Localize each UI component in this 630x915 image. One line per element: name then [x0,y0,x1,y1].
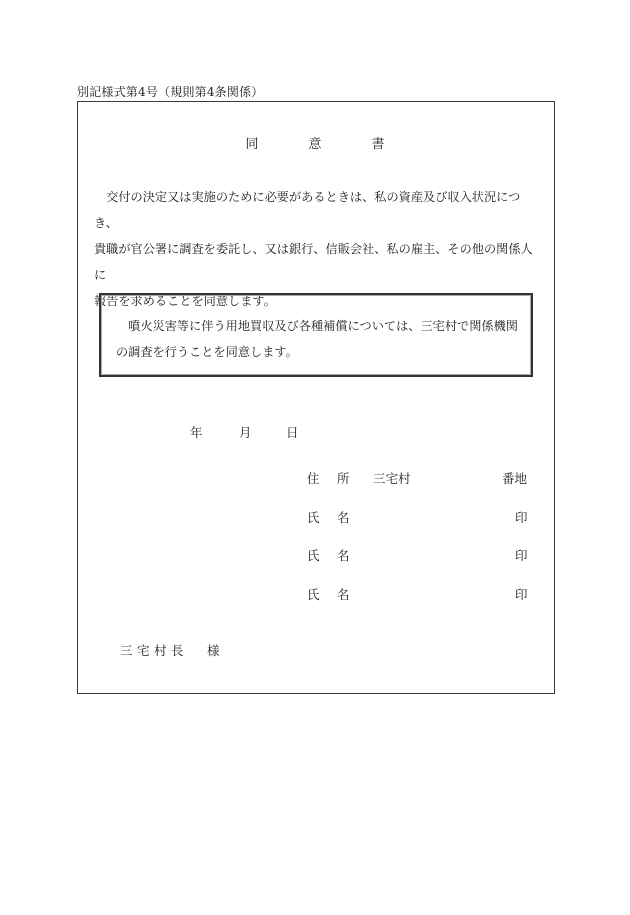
name-label-1: 氏 [307,548,320,563]
address-village: 三宅村 [373,471,411,486]
address-label-1: 住 [307,471,320,486]
notice-line-1: 噴火災害等に伴う用地買収及び各種補償については、三宅村で関係機関 [116,319,518,333]
name-row-1 [0,508,630,528]
document-title [0,133,630,152]
address-label-2: 所 [337,471,350,486]
addressee-honorific: 様 [207,643,220,658]
name-row-2 [0,546,630,566]
date-month-label: 月 [239,425,252,440]
name-label-1: 氏 [307,510,320,525]
date-day-label: 日 [286,425,299,440]
seal-mark: 印 [515,510,528,525]
title-char-1: 同 [245,137,259,152]
addressee-char-3: 村 [154,643,167,658]
addressee-char-4: 長 [171,643,184,658]
notice-line-2: の調査を行うことを同意します。 [116,345,298,359]
name-label-2: 名 [337,548,350,563]
notice-text [116,313,526,365]
consent-line-1: 交付の決定又は実施のために必要があるときは、私の資産及び収入状況につき、 [94,190,521,230]
title-char-2: 意 [308,137,322,152]
consent-line-3: 報告を求めることを同意します。 [94,294,276,308]
addressee-char-1: 三 [120,643,133,658]
date-year-label: 年 [190,425,203,440]
seal-mark: 印 [515,548,528,563]
addressee-char-2: 宅 [137,643,150,658]
name-label-2: 名 [337,510,350,525]
address-row [0,469,630,489]
seal-mark: 印 [515,587,528,602]
title-char-3: 書 [371,137,385,152]
name-label-2: 名 [337,587,350,602]
address-suffix: 番地 [502,471,528,486]
form-label: 別記様式第4号（規則第4条関係） [77,85,264,99]
name-row-3 [0,585,630,605]
consent-line-2: 貴職が官公署に調査を委託し、又は銀行、信販会社、私の雇主、その他の関係人に [94,242,533,282]
name-label-1: 氏 [307,587,320,602]
